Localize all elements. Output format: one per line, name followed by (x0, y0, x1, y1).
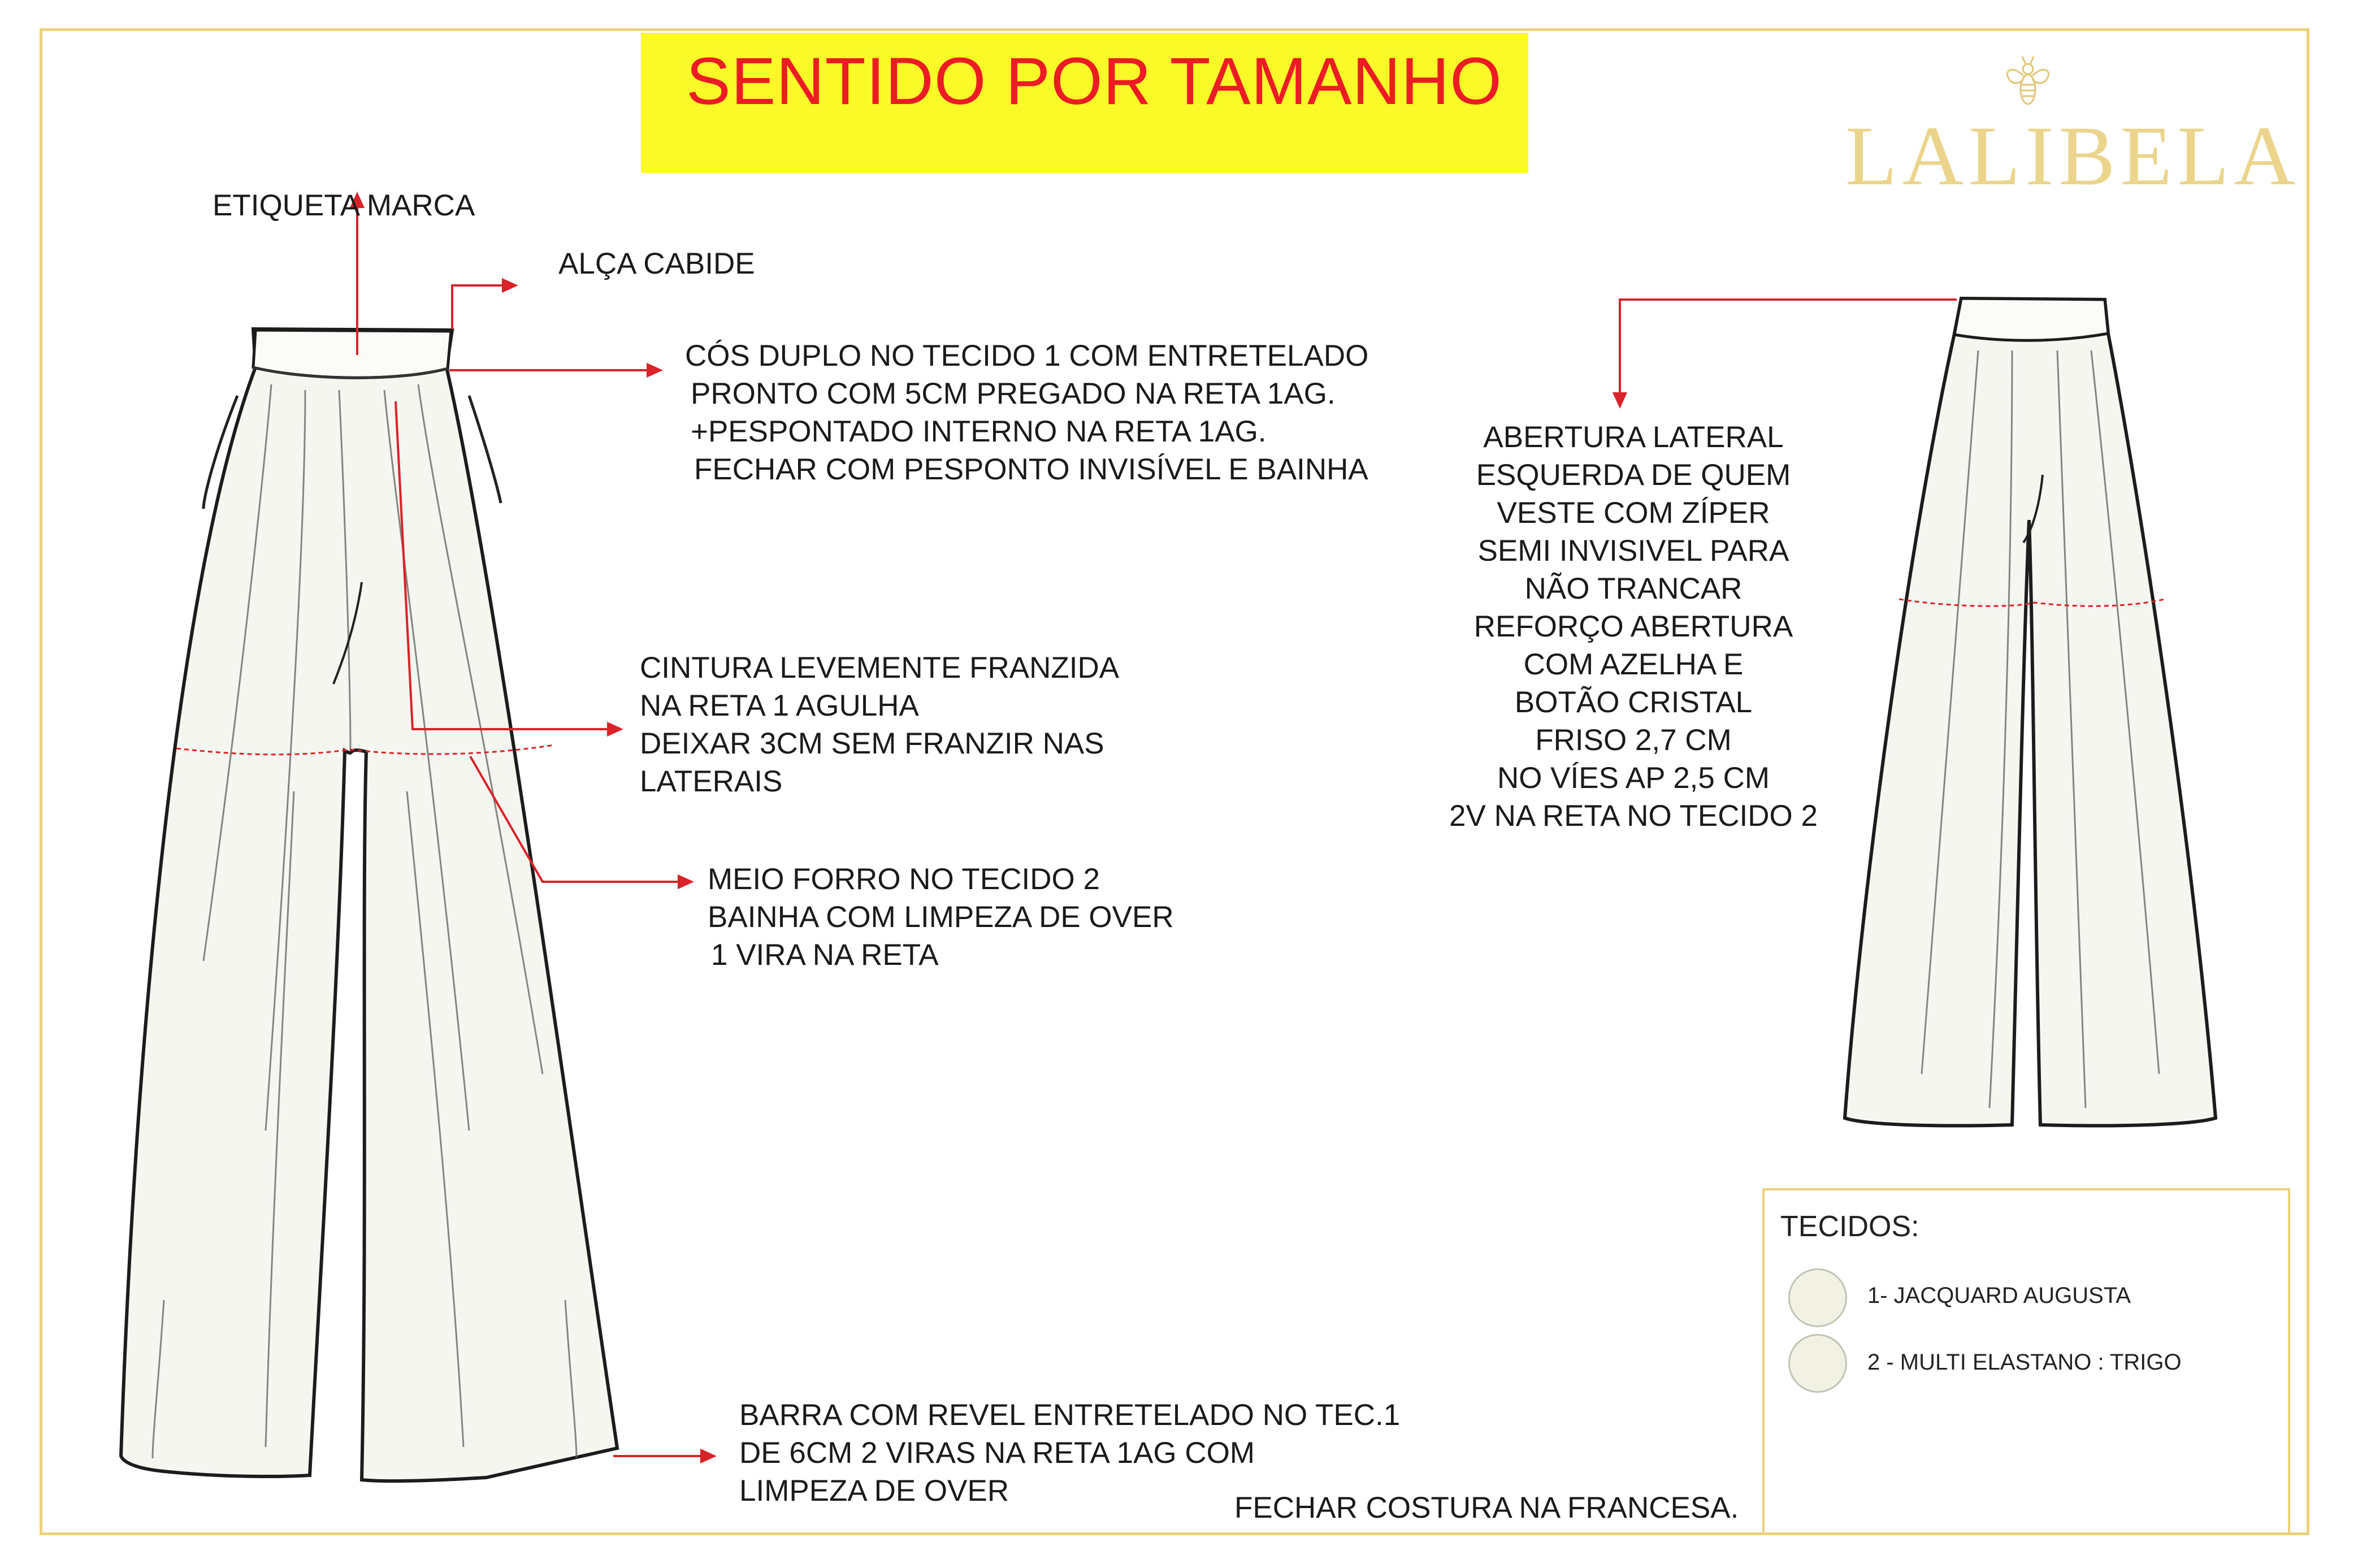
fabrics-title: TECIDOS: (1780, 1210, 1919, 1243)
note-cintura-line: NA RETA 1 AGULHA (640, 689, 919, 722)
note-cintura (640, 649, 1119, 800)
note-abertura-line: REFORÇO ABERTURA (1473, 610, 1793, 643)
note-cintura-line: LATERAIS (640, 765, 783, 798)
note-abertura-line: FRISO 2,7 CM (1535, 724, 1732, 757)
fabric-label-1: 1- JACQUARD AUGUSTA (1867, 1283, 2131, 1308)
note-abertura-line: 2V NA RETA NO TECIDO 2 (1449, 799, 1818, 833)
back-pants-sketch (1845, 298, 2216, 1126)
note-cintura-line: CINTURA LEVEMENTE FRANZIDA (640, 651, 1120, 685)
note-forro (708, 860, 1174, 974)
note-cos-line: CÓS DUPLO NO TECIDO 1 COM ENTRETELADO (685, 339, 1369, 372)
fabrics-legend (1762, 1188, 2290, 1535)
note-abertura-line: ESQUERDA DE QUEM (1476, 458, 1791, 492)
note-cos-line: +PESPONTADO INTERNO NA RETA 1AG. (691, 415, 1267, 448)
page-title: SENTIDO POR TAMANHO (686, 44, 1502, 119)
note-abertura-line: NO VÍES AP 2,5 CM (1497, 761, 1770, 795)
note-abertura-line: SEMI INVISIVEL PARA (1477, 534, 1789, 568)
note-cos-line: PRONTO COM 5CM PREGADO NA RETA 1AG. (691, 377, 1336, 410)
note-forro-line: BAINHA COM LIMPEZA DE OVER (708, 900, 1174, 934)
note-abertura-line: NÃO TRANCAR (1524, 572, 1743, 605)
note-francesa: FECHAR COSTURA NA FRANCESA. (1234, 1491, 1739, 1524)
note-abertura (1447, 418, 1820, 835)
fabric-label-2: 2 - MULTI ELASTANO : TRIGO (1867, 1350, 2182, 1375)
brand-logo-text: LALIBELA (1845, 109, 2301, 203)
note-abertura-line: COM AZELHA E (1523, 648, 1744, 681)
front-pants-sketch (121, 329, 617, 1481)
note-barra-line: LIMPEZA DE OVER (739, 1474, 1009, 1508)
note-barra-line: BARRA COM REVEL ENTRETELADO NO TEC.1 (739, 1398, 1401, 1432)
label-etiqueta: ETIQUETA MARCA (213, 189, 475, 222)
note-abertura-line: VESTE COM ZÍPER (1497, 496, 1770, 530)
note-abertura-line: ABERTURA LATERAL (1483, 421, 1784, 454)
note-abertura-line: BOTÃO CRISTAL (1514, 686, 1753, 719)
label-alca: ALÇA CABIDE (558, 247, 755, 280)
note-cintura-line: DEIXAR 3CM SEM FRANZIR NAS (640, 727, 1104, 760)
note-barra-line: DE 6CM 2 VIRAS NA RETA 1AG COM (739, 1436, 1255, 1470)
fabric-swatch-1 (1788, 1268, 1847, 1327)
note-cos-line: FECHAR COM PESPONTO INVISÍVEL E BAINHA (694, 453, 1368, 486)
note-forro-line: 1 VIRA NA RETA (711, 938, 939, 972)
note-forro-line: MEIO FORRO NO TECIDO 2 (708, 863, 1100, 896)
note-cos (685, 337, 1368, 488)
fabric-swatch-2 (1788, 1334, 1847, 1393)
